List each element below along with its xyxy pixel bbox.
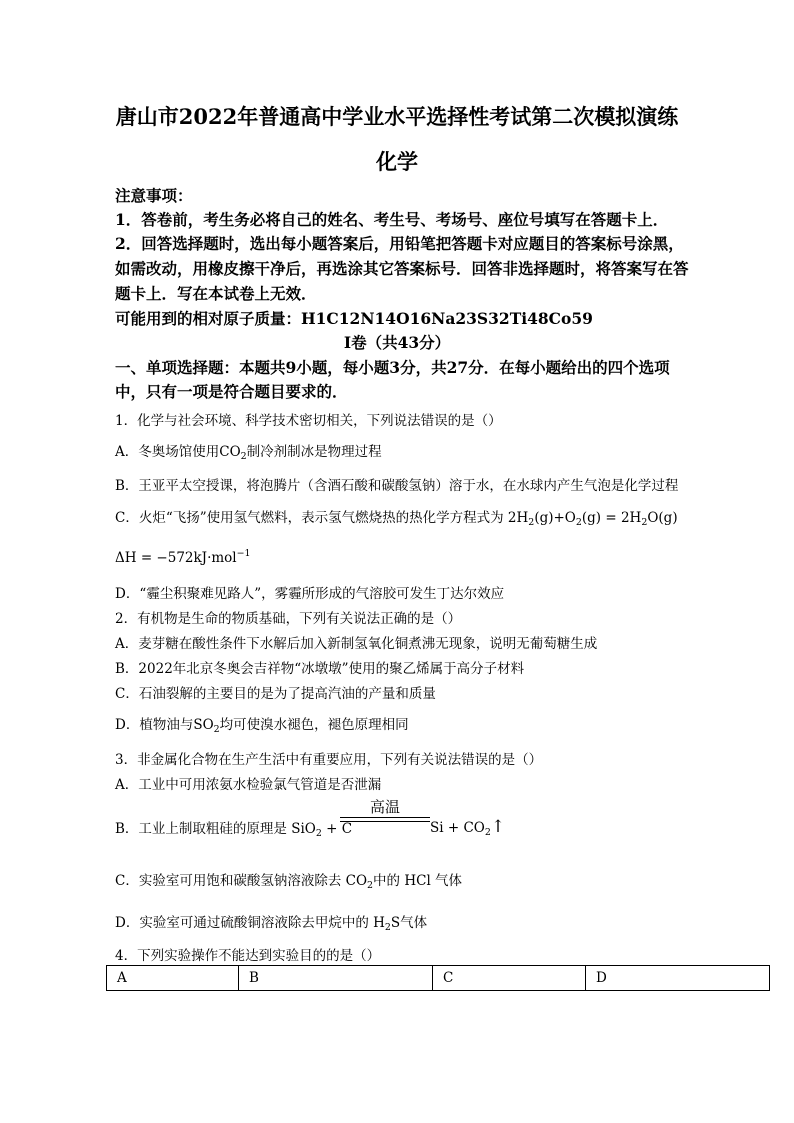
q3-option-c bbox=[115, 869, 462, 891]
section-intro-line2: 中，只有一项是符合题目要求的． bbox=[115, 382, 348, 401]
q3-option-b-left bbox=[115, 817, 352, 839]
q3-d-text-end: S气体 bbox=[390, 915, 428, 931]
subject-title: 化学 bbox=[376, 149, 418, 174]
q2-stem: 2．有机物是生命的物质基础，下列有关说法正确的是（） bbox=[115, 611, 462, 627]
q4-option-b-cell: B bbox=[239, 966, 433, 991]
q3-b-text: B．工业上制取粗硅的原理是 SiO bbox=[115, 821, 316, 837]
q2-option-d bbox=[115, 713, 409, 735]
atomic-mass-line: 可能用到的相对原子质量：H1C12N14O16Na23S32Ti48Co59 bbox=[115, 309, 593, 328]
section-intro-line1: 一、单项选择题：本题共9小题，每小题3分，共27分．在每小题给出的四个选项 bbox=[115, 358, 670, 377]
note-item-2-line3: 题卡上．写在本试卷上无效． bbox=[115, 284, 317, 303]
note-item-2-line2: 如需改动，用橡皮擦干净后，再选涂其它答案标号．回答非选择题时，将答案写在答 bbox=[115, 259, 689, 278]
q2-option-a: A．麦芽糖在酸性条件下水解后加入新制氢氧化铜煮沸无现象，说明无葡萄糖生成 bbox=[115, 636, 598, 652]
q2-d-text: D．植物油与SO bbox=[115, 717, 214, 733]
q1-dh-text: ΔH = −572kJ·mol bbox=[115, 550, 237, 566]
q1-option-a bbox=[115, 440, 382, 462]
exam-title: 唐山市2022年普通高中学业水平选择性考试第二次模拟演练 bbox=[115, 104, 679, 129]
q1-a-text-end: 制冷剂制冰是物理过程 bbox=[246, 444, 382, 460]
q3-option-b-right bbox=[430, 817, 505, 838]
q1-option-b: B．王亚平太空授课，将泡腾片（含酒石酸和碳酸氢钠）溶于水，在水球内产生气泡是化学过程 bbox=[115, 478, 679, 494]
q1-c-sub-3: 2 bbox=[641, 517, 648, 528]
q3-c-text: C．实验室可用饱和碳酸氢钠溶液除去 CO bbox=[115, 873, 368, 889]
q3-d-text: D．实验室可通过硫酸铜溶液除去甲烷中的 H bbox=[115, 915, 385, 931]
q3-b-mid: + C bbox=[321, 821, 353, 837]
q3-b-sub-2: 2 bbox=[484, 827, 491, 838]
note-item-1: 1．答卷前，考生务必将自己的姓名、考生号、考场号、座位号填写在答题卡上． bbox=[115, 210, 669, 229]
q3-condition-label: 高温 bbox=[369, 798, 400, 816]
q1-stem: 1．化学与社会环境、科学技术密切相关，下列说法错误的是（） bbox=[115, 413, 502, 429]
q1-c-sub-1: 2 bbox=[528, 517, 535, 528]
q3-c-subscript: 2 bbox=[367, 880, 374, 891]
q3-c-text-end: 中的 HCl 气体 bbox=[373, 873, 463, 889]
q1-enthalpy bbox=[115, 548, 251, 566]
q2-option-c: C．石油裂解的主要目的是为了提高汽油的产量和质量 bbox=[115, 686, 436, 702]
q3-equals-sign bbox=[340, 817, 430, 822]
q1-c-sub-2: 2 bbox=[575, 517, 582, 528]
q3-option-a: A．工业中可用浓氨水检验氯气管道是否泄漏 bbox=[115, 777, 382, 793]
q4-option-c-cell: C bbox=[433, 966, 586, 991]
notes-heading: 注意事项： bbox=[115, 186, 193, 205]
q3-reaction-condition bbox=[340, 798, 430, 822]
q3-option-d bbox=[115, 911, 427, 933]
q1-a-subscript: 2 bbox=[240, 451, 247, 462]
table-row bbox=[107, 966, 770, 991]
volume-heading: Ⅰ卷（共43分） bbox=[343, 333, 451, 352]
q1-c-text: C．火炬“飞扬”使用氢气燃料，表示氢气燃烧热的热化学方程式为 2H bbox=[115, 510, 529, 526]
q2-d-subscript: 2 bbox=[213, 724, 220, 735]
q2-option-b: B．2022年北京冬奥会吉祥物“冰墩墩”使用的聚乙烯属于高分子材料 bbox=[115, 661, 525, 677]
q3-b-sub-1: 2 bbox=[315, 828, 322, 839]
q1-option-d: D．“霾尘积聚难见路人”，雾霾所形成的气溶胶可发生丁达尔效应 bbox=[115, 586, 505, 602]
q1-c-eq-1: (g)+O bbox=[534, 510, 576, 526]
q1-option-c bbox=[115, 506, 678, 528]
q1-c-eq-3: O(g) bbox=[647, 510, 678, 526]
q1-c-eq-2: (g) = 2H bbox=[581, 510, 642, 526]
q3-b-products: Si + CO bbox=[430, 820, 485, 836]
q4-option-a-cell: A bbox=[107, 966, 239, 991]
q4-option-d-cell: D bbox=[586, 966, 770, 991]
q1-dh-superscript: −1 bbox=[236, 548, 251, 559]
q4-stem: 4．下列实验操作不能达到实验目的的是（） bbox=[115, 948, 381, 964]
q3-d-subscript: 2 bbox=[384, 922, 391, 933]
q4-options-table bbox=[106, 965, 770, 991]
q2-d-text-end: 均可使溴水褪色，褪色原理相同 bbox=[219, 717, 409, 733]
note-item-2-line1: 2．回答选择题时，选出每小题答案后，用铅笔把答题卡对应题目的答案标号涂黑， bbox=[115, 234, 684, 253]
q3-stem: 3．非金属化合物在生产生活中有重要应用，下列有关说法错误的是（） bbox=[115, 752, 543, 768]
q3-gas-arrow: ↑ bbox=[490, 817, 506, 837]
q1-a-text: A．冬奥场馆使用CO bbox=[115, 444, 241, 460]
